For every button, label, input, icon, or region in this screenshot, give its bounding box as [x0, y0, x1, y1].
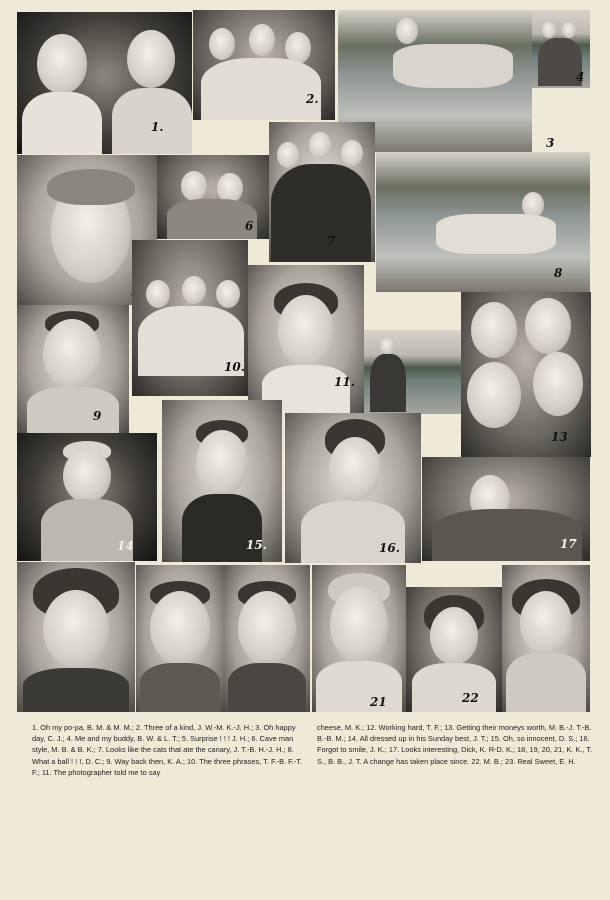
photo-14: [17, 433, 157, 561]
photo-7: [269, 122, 375, 262]
photo-number-8: 8: [554, 266, 563, 280]
photo-18: [17, 562, 135, 712]
photo-number-11: 11.: [334, 375, 355, 389]
photo-13: [461, 292, 591, 457]
photo-number-7: 7: [327, 234, 336, 248]
photo-number-9: 9: [93, 409, 102, 423]
photo-number-21: 21: [370, 695, 387, 709]
photo-number-17: 17: [560, 537, 577, 551]
photo-number-6: 6: [245, 219, 254, 233]
photo-8: [376, 152, 590, 292]
photo-number-4: 4: [576, 70, 585, 84]
photo-22: [406, 587, 502, 712]
photo-number-3-label: 3: [546, 136, 555, 150]
photo-2: [193, 10, 335, 120]
photo-9: [17, 305, 129, 433]
photo-20: [224, 565, 310, 712]
caption-right-column: cheese, M. K.; 12. Working hard, T. F.; 13. Getting their moneys worth, M. B.-J. T.-B. B.-B. M.; 14. All dressed up in his Sunday best, J. T.; 15. Oh, so innocent, D. S.; 16. Forgot to smile, J. K.; 17. Looks interesting, Dick, K. R-D. K.; 18, 19, 20, 21, K. K., T. S., B. B., J. T. A change has taken place since. 22. M. B.; 23. Real Sweet, E. H.: [317, 723, 593, 766]
photo-4: [532, 10, 590, 88]
photo-number-14: 14: [117, 539, 134, 553]
photo-12: [364, 330, 461, 414]
photo-10: [132, 240, 248, 396]
photo-11: [248, 265, 364, 413]
photo-23: [502, 565, 590, 712]
photo-number-22: 22: [462, 691, 479, 705]
photo-17: [422, 457, 590, 561]
photo-15: [162, 400, 282, 562]
photo-1: [17, 12, 192, 154]
photo-number-10: 10.: [224, 360, 245, 374]
caption-left-column: 1. Oh my po-pa, B. M. & M. M.; 2. Three of a kind, J. W.-M. K.-J. H.; 3. Oh happy day, C. J.; 4. Me and my buddy, B. W. & L. T.; 5. Surprise ! ! ! J. H.; 6. Cave man style, M. B. & B. K.; 7. Looks like the cats that ate the canary, J. T.-B. H.-J. H.; 8. What a ball ! ! !, D. C.; 9. Way back then, K. A.; 10. The three phrases, T. F.-B. F.-T. F.; 11. The photographer told me to say: [32, 723, 303, 777]
photo-19: [136, 565, 224, 712]
photo-number-2: 2.: [306, 92, 319, 106]
photo-number-15: 15.: [246, 538, 267, 552]
photo-number-1: 1.: [151, 120, 164, 134]
photo-6: [157, 155, 269, 239]
photo-21: [312, 565, 406, 712]
photo-16: [285, 413, 421, 563]
photo-number-13: 13: [551, 430, 568, 444]
photo-number-16: 16.: [379, 541, 400, 555]
